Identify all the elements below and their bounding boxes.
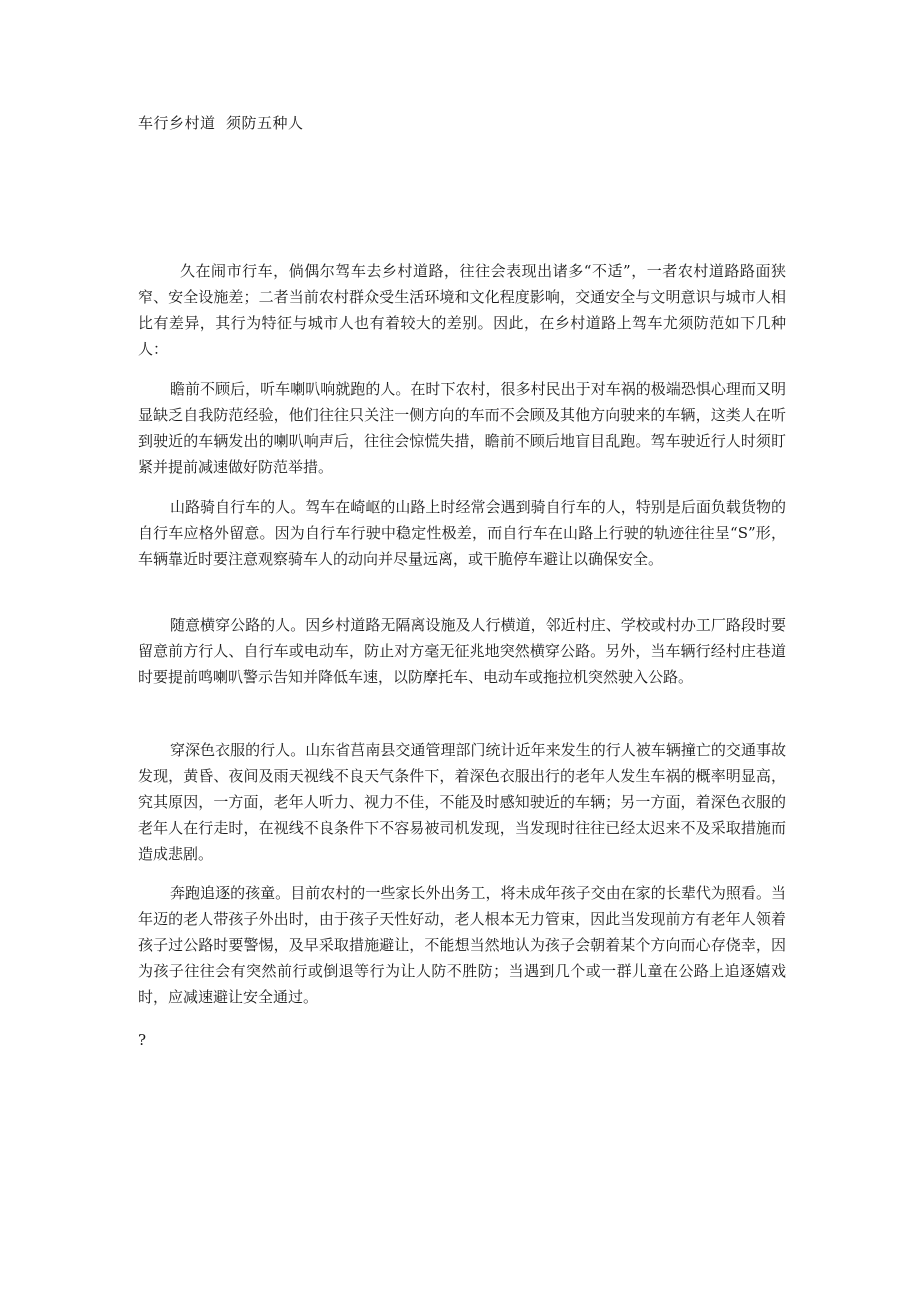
trailing-question-mark: ?	[138, 1031, 147, 1049]
paragraph-road-crossers: 随意横穿公路的人。因乡村道路无隔离设施及人行横道，邻近村庄、学校或村办工厂路段时要留意前方行人、自行车或电动车，防止对方毫无征兆地突然横穿公路。另外，当车辆行经村庄巷道时要提前鸣喇叭警示告知并降低车速，以防摩托车、电动车或拖拉机突然驶入公路。	[138, 616, 786, 686]
paragraph-dark-clothing: 穿深色衣服的行人。山东省莒南县交通管理部门统计近年来发生的行人被车辆撞亡的交通事故发现，黄昏、夜间及雨天视线不良天气条件下，着深色衣服出行的老年人发生车祸的概率明显高，究其原因，一方面，老年人听力、视力不佳，不能及时感知驶近的车辆；另一方面，着深色衣服的老年人在行走时，在视线不良条件下不容易被司机发现，当发现时往往已经太迟来不及采取措施而造成悲剧。	[138, 741, 786, 863]
paragraph-running-children: 奔跑追逐的孩童。目前农村的一些家长外出务工，将未成年孩子交由在家的长辈代为照看。当年迈的老人带孩子外出时，由于孩子天性好动，老人根本无力管束，因此当发现前方有老年人领着孩子过公路时要警惕，及早采取措施避让，不能想当然地认为孩子会朝着某个方向而心存侥幸，因为孩子往往会有突然前行或倒退等行为让人防不胜防；当遇到几个或一群儿童在公路上追逐嬉戏时，应减速避让安全通过。	[138, 884, 786, 1006]
intro-paragraph: 久在闹市行车，倘偶尔驾车去乡村道路，往往会表现出诸多“不适”，一者农村道路路面狭窄、安全设施差；二者当前农村群众受生活环境和文化程度影响，交通安全与文明意识与城市人相比有差异，其行为特征与城市人也有着较大的差别。因此，在乡村道路上驾车尤须防范如下几种人：	[138, 262, 786, 358]
document-title: 车行乡村道 须防五种人	[138, 114, 304, 132]
paragraph-careless-pedestrians: 瞻前不顾后，听车喇叭响就跑的人。在时下农村，很多村民出于对车祸的极端恐惧心理而又明显缺乏自我防范经验，他们往往只关注一侧方向的车而不会顾及其他方向驶来的车辆，这类人在听到驶近的车辆发出的喇叭响声后，往往会惊慌失措，瞻前不顾后地盲目乱跑。驾车驶近行人时须盯紧并提前减速做好防范举措。	[138, 380, 786, 476]
paragraph-mountain-cyclists: 山路骑自行车的人。驾车在崎岖的山路上时经常会遇到骑自行车的人，特别是后面负载货物的自行车应格外留意。因为自行车行驶中稳定性极差，而自行车在山路上行驶的轨迹往往呈“S”形，车辆靠近时要注意观察骑车人的动向并尽量远离，或干脆停车避让以确保安全。	[138, 498, 786, 568]
